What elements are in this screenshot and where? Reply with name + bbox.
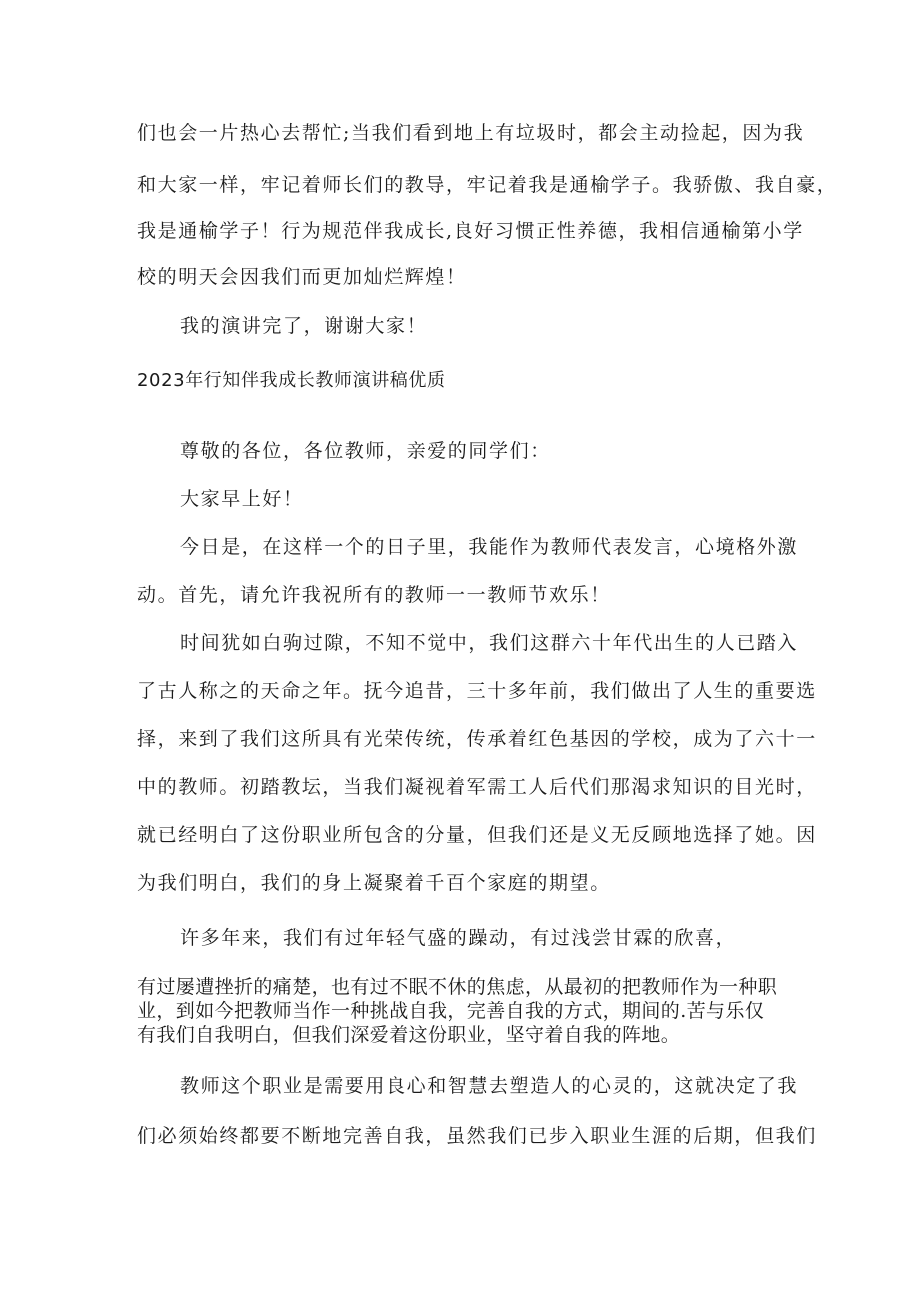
paragraph-line: 有过屡遭挫折的痛楚，也有过不眠不休的焦虑，从最初的把教师作为一种职 <box>137 976 778 998</box>
paragraph-line: 动。首先，请允许我祝所有的教师一一教师节欢乐！ <box>137 584 611 606</box>
paragraph-line: 今日是，在这样一个的日子里，我能作为教师代表发言，心境格外激 <box>180 536 799 558</box>
paragraph-line: 业，到如今把教师当作一种挑战自我，完善自我的方式，期间的.苦与乐仅 <box>137 1000 765 1022</box>
paragraph-line: 为我们明白，我们的身上凝聚着千百个家庭的期望。 <box>137 872 611 894</box>
paragraph-line: 们也会一片热心去帮忙;当我们看到地上有垃圾时，都会主动捡起，因为我 <box>137 122 805 144</box>
paragraph-line: 校的明天会因我们而更加灿烂辉煌！ <box>137 266 467 288</box>
paragraph-line: 许多年来，我们有过年轻气盛的躁动，有过浅尝甘霖的欣喜， <box>180 927 737 949</box>
greeting-line: 大家早上好！ <box>180 488 304 510</box>
paragraph-line: 中的教师。初踏教坛，当我们凝视着军需工人后代们那渴求知识的目光时， <box>137 776 817 798</box>
salutation-line: 尊敬的各位，各位教师，亲爱的同学们： <box>180 440 551 462</box>
section-title: 2023年行知伴我成长教师演讲稿优质 <box>137 370 446 391</box>
paragraph-line: 我是通榆学子！行为规范伴我成长,良好习惯正性养德，我相信通榆第小学 <box>137 220 804 242</box>
paragraph-line: 和大家一样，牢记着师长们的教导，牢记着我是通榆学子。我骄傲、我自豪， <box>137 174 838 196</box>
paragraph-line: 就已经明白了这份职业所包含的分量，但我们还是义无反顾地选择了她。因 <box>137 824 817 846</box>
closing-line: 我的演讲完了，谢谢大家！ <box>180 315 428 337</box>
paragraph-line: 们必须始终都要不断地完善自我，虽然我们已步入职业生涯的后期，但我们 <box>137 1125 817 1147</box>
paragraph-line: 择，来到了我们这所具有光荣传统，传承着红色基因的学校，成为了六十一 <box>137 728 817 750</box>
paragraph-line: 有我们自我明白，但我们深爱着这份职业，坚守着自我的阵地。 <box>137 1024 681 1046</box>
paragraph-line: 了古人称之的天命之年。抚今追昔，三十多年前，我们做出了人生的重要选 <box>137 680 817 702</box>
paragraph-line: 教师这个职业是需要用良心和智慧去塑造人的心灵的，这就决定了我 <box>180 1075 799 1097</box>
paragraph-line: 时间犹如白驹过隙，不知不觉中，我们这群六十年代出生的人已踏入 <box>180 632 799 654</box>
